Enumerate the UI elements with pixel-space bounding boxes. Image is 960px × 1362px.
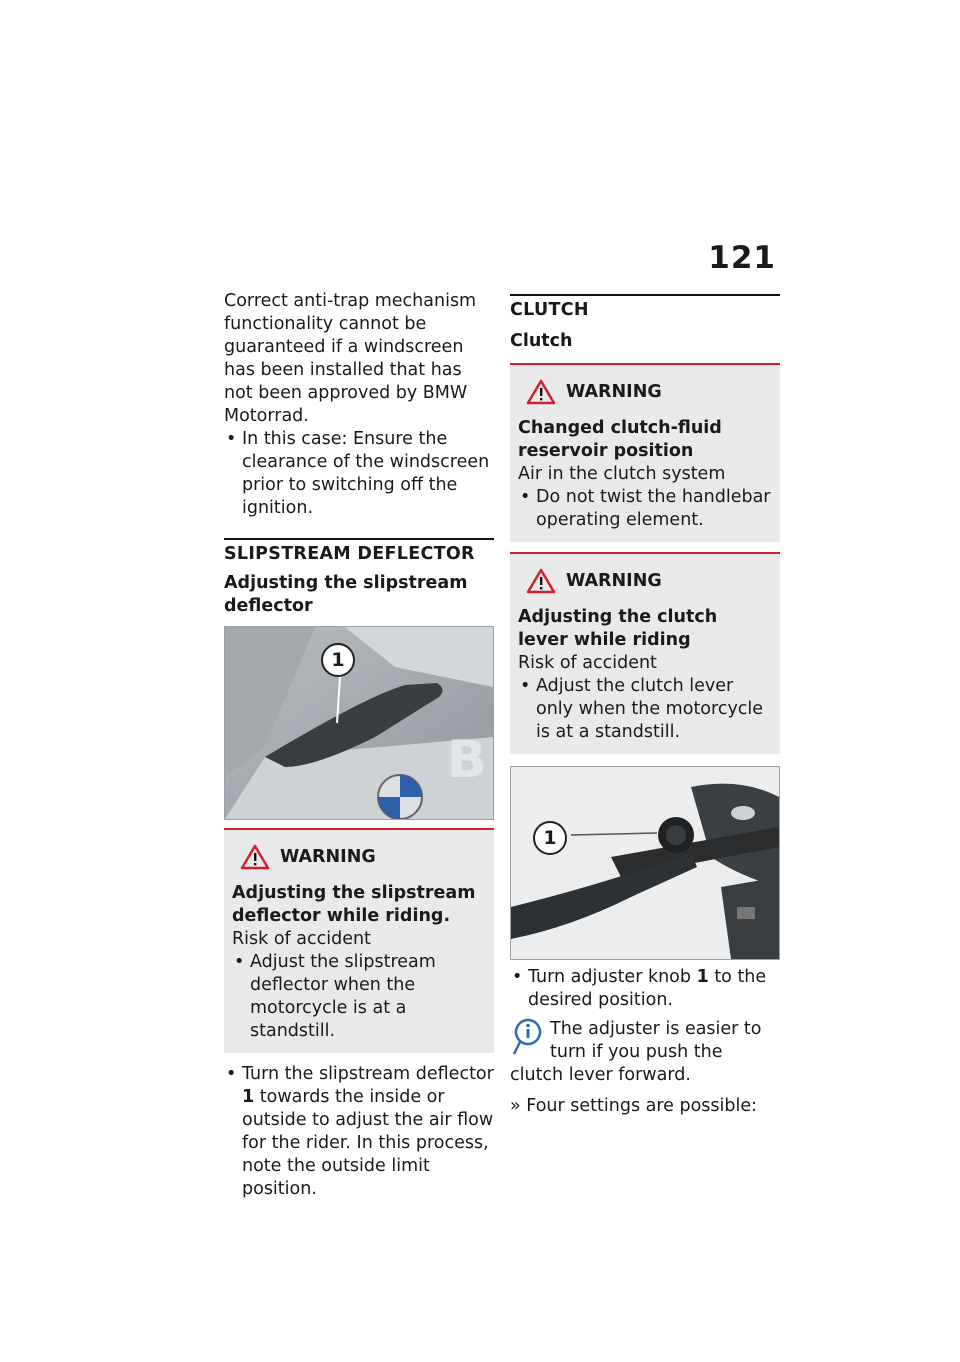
warning-header bbox=[232, 844, 486, 870]
warning-box-clutch-reservoir bbox=[510, 363, 780, 542]
svg-text:B: B bbox=[447, 730, 487, 790]
warning-box-clutch-lever bbox=[510, 552, 780, 754]
info-icon bbox=[510, 1018, 546, 1058]
figure-callout-1: 1 bbox=[321, 643, 355, 677]
left-column bbox=[224, 290, 494, 1201]
warning-title: Adjusting the slipstream deflector while riding. bbox=[232, 883, 476, 926]
step-text-prefix: Turn the slipstream deflector bbox=[242, 1064, 494, 1084]
step-turn-deflector bbox=[224, 1063, 494, 1201]
step-ref-number: 1 bbox=[696, 967, 709, 987]
warning-header bbox=[518, 568, 772, 594]
warning-title: Changed clutch-fluid reservoir position bbox=[518, 418, 722, 461]
clutch-lever-figure bbox=[510, 766, 780, 960]
step-text-suffix: towards the inside or outside to adjust the air flow for the rider. In this process, note the outside limit position. bbox=[242, 1087, 494, 1199]
result-text: Four settings are possible: bbox=[526, 1096, 758, 1116]
step-text-suffix: to the desired position. bbox=[528, 967, 767, 1010]
section-title-clutch: CLUTCH bbox=[510, 294, 780, 320]
warning-risk: Risk of accident bbox=[232, 929, 371, 949]
intro-text: Correct anti-trap mechanism functionality cannot be guaranteed if a windscreen has been installed that has not been approved by BMW Motorrad. bbox=[224, 291, 477, 426]
step-text-prefix: Turn adjuster knob bbox=[528, 967, 697, 987]
warning-title: Adjusting the clutch lever while riding bbox=[518, 607, 718, 650]
warning-risk: Air in the clutch system bbox=[518, 464, 726, 484]
deflector-illustration bbox=[225, 627, 493, 819]
warning-header bbox=[518, 379, 772, 405]
warning-label: WARNING bbox=[280, 847, 376, 867]
clutch-lever-illustration bbox=[511, 767, 779, 959]
warning-box-deflector bbox=[224, 828, 494, 1053]
sub-title-adjust-deflector: Adjusting the slipstream deflector bbox=[224, 573, 468, 616]
sub-title-clutch: Clutch bbox=[510, 331, 573, 351]
slipstream-deflector-figure bbox=[224, 626, 494, 820]
section-title-slipstream: SLIPSTREAM DEFLECTOR bbox=[224, 538, 494, 564]
warning-bullet: • Do not twist the handlebar operating element. bbox=[518, 486, 772, 532]
result-arrow-icon: » bbox=[510, 1096, 527, 1116]
warning-label: WARNING bbox=[566, 382, 662, 402]
warning-triangle-icon bbox=[526, 379, 556, 405]
result-line bbox=[510, 1095, 780, 1118]
warning-bullet: • Adjust the slipstream deflector when the motorcycle is at a standstill. bbox=[232, 951, 486, 1043]
figure-callout-1: 1 bbox=[533, 821, 567, 855]
info-note-text: The adjuster is easier to turn if you push the clutch lever forward. bbox=[510, 1019, 762, 1085]
warning-label: WARNING bbox=[566, 571, 662, 591]
intro-bullet: • In this case: Ensure the clearance of the windscreen prior to switching off the ignition. bbox=[224, 428, 494, 520]
page-number: 121 bbox=[708, 240, 776, 276]
warning-bullet: • Adjust the clutch lever only when the motorcycle is at a standstill. bbox=[518, 675, 772, 744]
right-column bbox=[510, 294, 780, 1118]
info-note bbox=[510, 1018, 780, 1087]
warning-triangle-icon bbox=[240, 844, 270, 870]
step-turn-adjuster bbox=[510, 966, 780, 1012]
step-ref-number: 1 bbox=[242, 1087, 255, 1107]
warning-risk: Risk of accident bbox=[518, 653, 657, 673]
warning-triangle-icon bbox=[526, 568, 556, 594]
